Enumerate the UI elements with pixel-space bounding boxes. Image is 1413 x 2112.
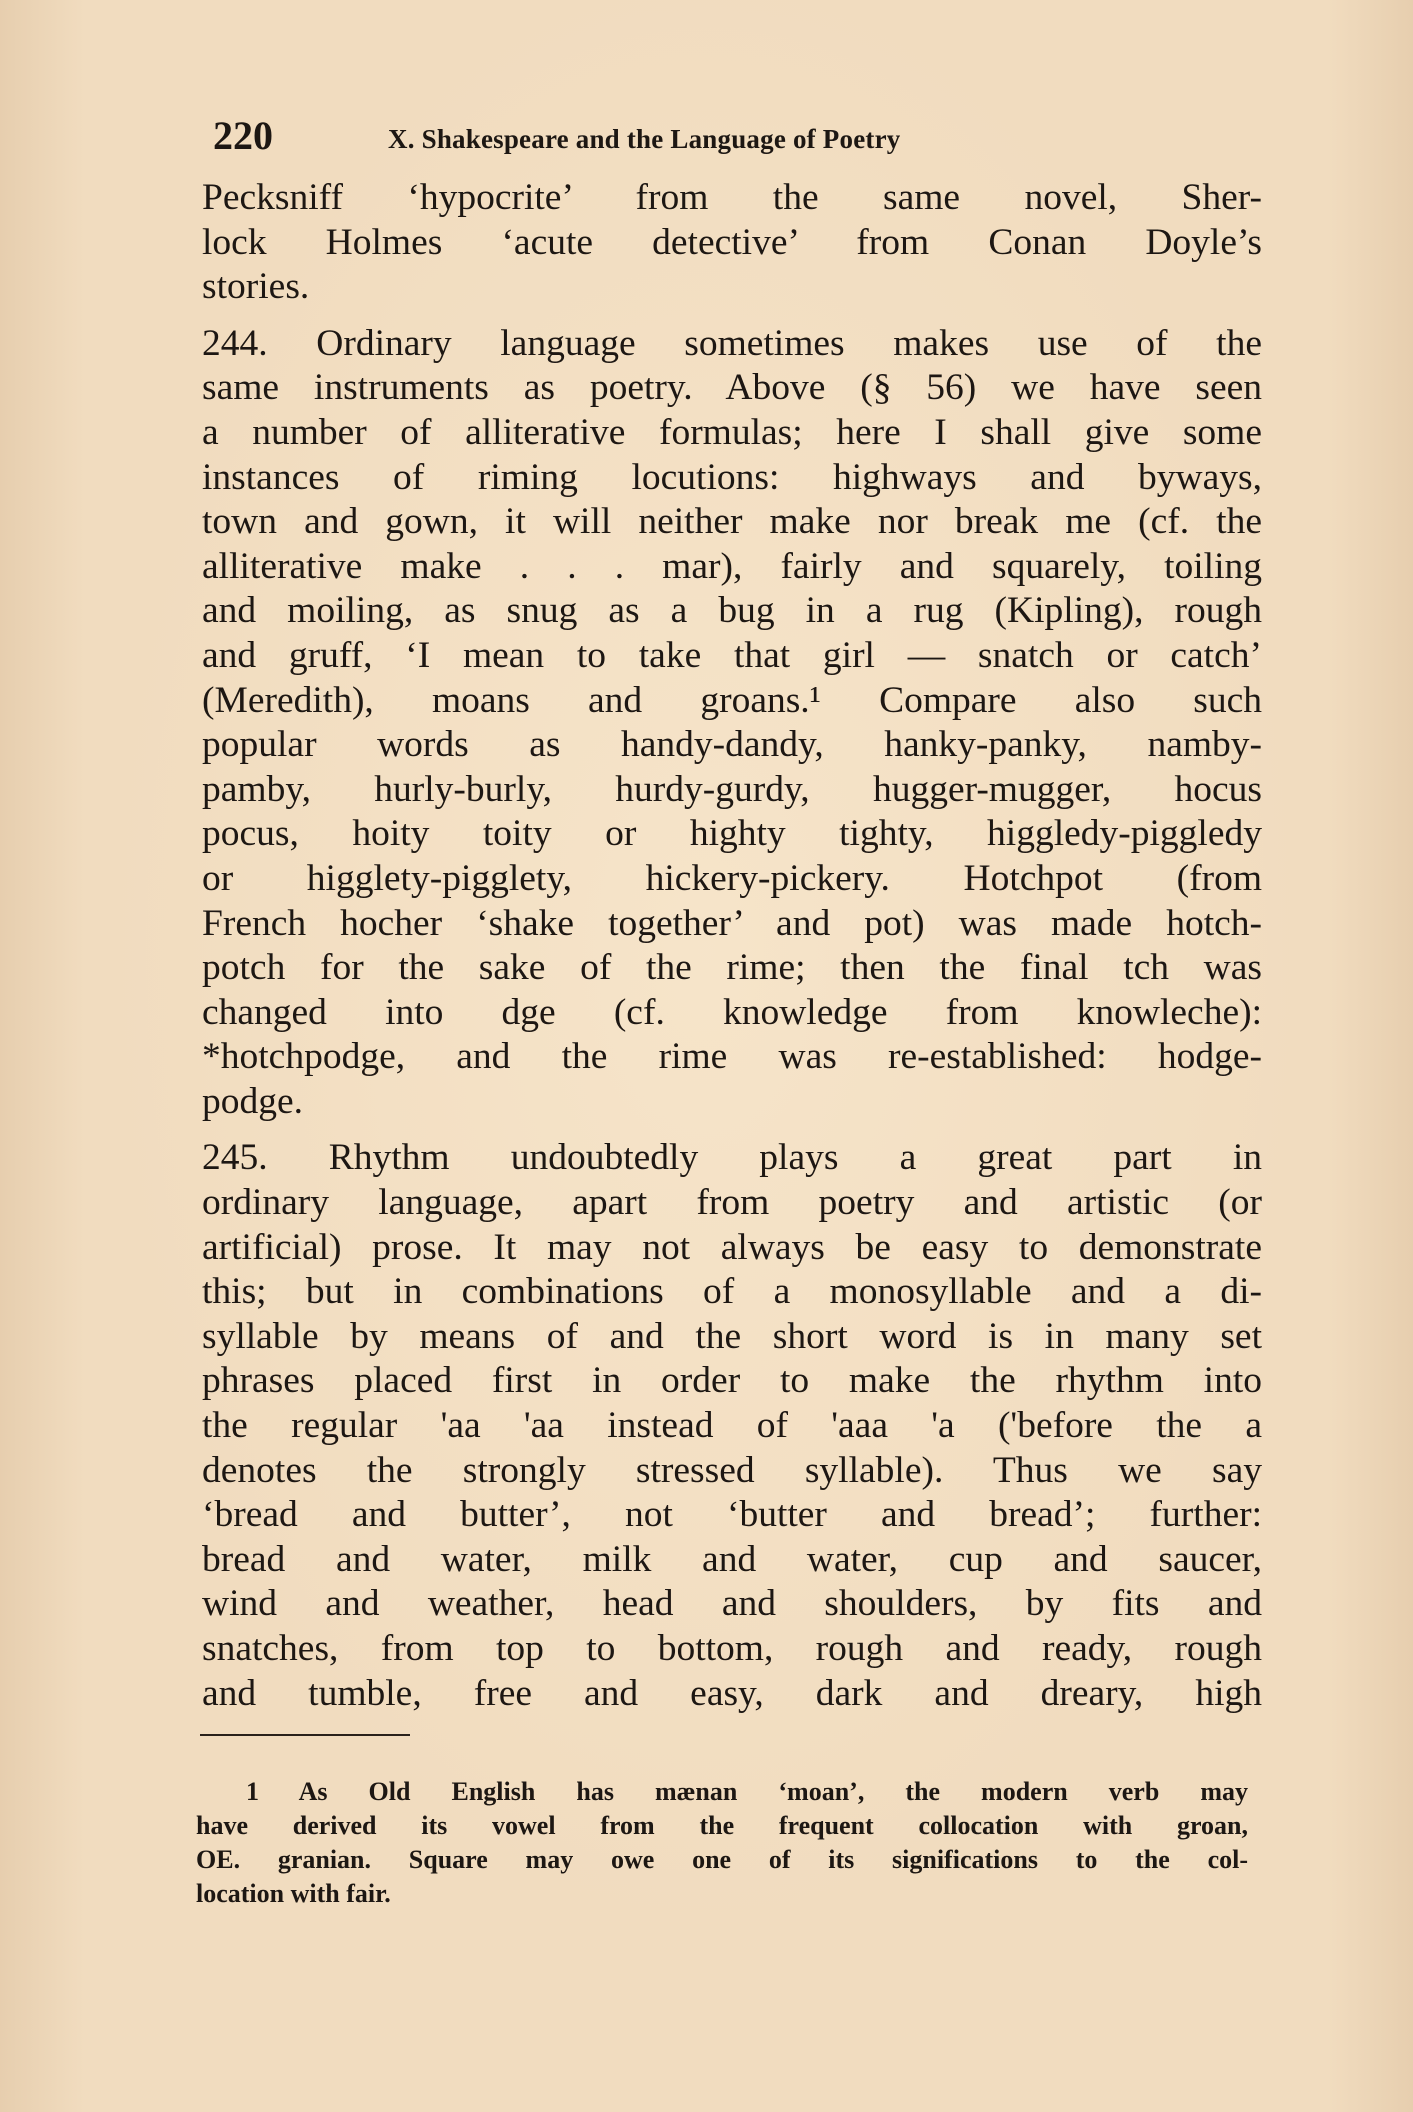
text-line: Pecksniff ‘hypocrite’ from the same novel, Sher- [202,177,1262,218]
text-line: the regular 'aa 'aa instead of 'aaa 'a ('before the a [202,1405,1262,1447]
text-line: and tumble, free and easy, dark and dreary, high [202,1672,1262,1714]
text-line: pamby, hurly-burly, hurdy-gurdy, hugger-mugger, hocus [202,768,1262,810]
footnote-divider [200,1734,410,1736]
text-line: artificial) prose. It may not always be easy to demonstrate [202,1226,1262,1268]
body-text [202,176,1262,1716]
text-line: snatches, from top to bottom, rough and ready, rough [202,1628,1262,1669]
text-line: podge. [202,1080,304,1122]
footnote-line: OE. granian. Square may owe one of its significations to the col- [196,1845,1248,1874]
text-line: bread and water, milk and water, cup and saucer, [202,1538,1262,1580]
page-header [213,112,1273,162]
text-line: popular words as handy-dandy, hanky-panky, namby- [202,724,1262,766]
text-line: a number of alliterative formulas; here I shall give some [202,411,1262,453]
text-line: French hocher ‘shake together’ and pot) was made hotch- [202,902,1262,944]
paragraph-gap [202,310,1262,322]
footnote-line: have derived its vowel from the frequent collocation with groan, [196,1811,1248,1840]
paragraph-244-line: 244. Ordinary language sometimes makes use of the [202,322,1262,364]
text-line: potch for the sake of the rime; then the final tch was [202,947,1262,989]
text-line: and gruff, ‘I mean to take that girl — snatch or catch’ [202,634,1262,676]
footnote [196,1775,1248,1911]
text-line: or higglety-pigglety, hickery-pickery. Hotchpot (from [202,857,1262,899]
text-line: stories. [202,266,310,308]
running-head: X. Shakespeare and the Language of Poetry [388,124,901,154]
text-line: alliterative make . . . mar), fairly and squarely, toiling [202,545,1262,587]
text-line: phrases placed first in order to make the rhythm into [202,1360,1262,1402]
text-line: and moiling, as snug as a bug in a rug (Kipling), rough [202,590,1262,632]
text-line: syllable by means of and the short word is in many set [202,1315,1262,1357]
footnote-line: location with fair. [196,1879,391,1908]
text-line: this; but in combinations of a monosyllable and a di- [202,1271,1262,1313]
text-line: instances of riming locutions: highways and byways, [202,456,1262,498]
text-line: (Meredith), moans and groans.¹ Compare also such [202,679,1262,721]
paragraph-gap [202,1124,1262,1136]
text-line: denotes the strongly stressed syllable). Thus we say [202,1449,1262,1491]
text-line: town and gown, it will neither make nor break me (cf. the [202,501,1262,543]
text-line: ‘bread and butter’, not ‘butter and bread’; further: [202,1494,1262,1536]
text-line: *hotchpodge, and the rime was re-established: hodge- [202,1036,1262,1078]
text-line: pocus, hoity toity or highty tighty, higgledy-piggledy [202,813,1262,855]
footnote-line: 1 As Old English has mænan ‘moan’, the modern verb may [246,1777,1248,1806]
paragraph-245-line: 245. Rhythm undoubtedly plays a great part in [202,1137,1262,1179]
page-number: 220 [213,113,273,158]
text-line: same instruments as poetry. Above (§ 56) we have seen [202,367,1262,409]
text-line: ordinary language, apart from poetry and artistic (or [202,1182,1262,1224]
text-line: wind and weather, head and shoulders, by fits and [202,1583,1262,1625]
text-line: lock Holmes ‘acute detective’ from Conan Doyle’s [202,221,1262,263]
text-line: changed into dge (cf. knowledge from knowleche): [202,991,1262,1033]
